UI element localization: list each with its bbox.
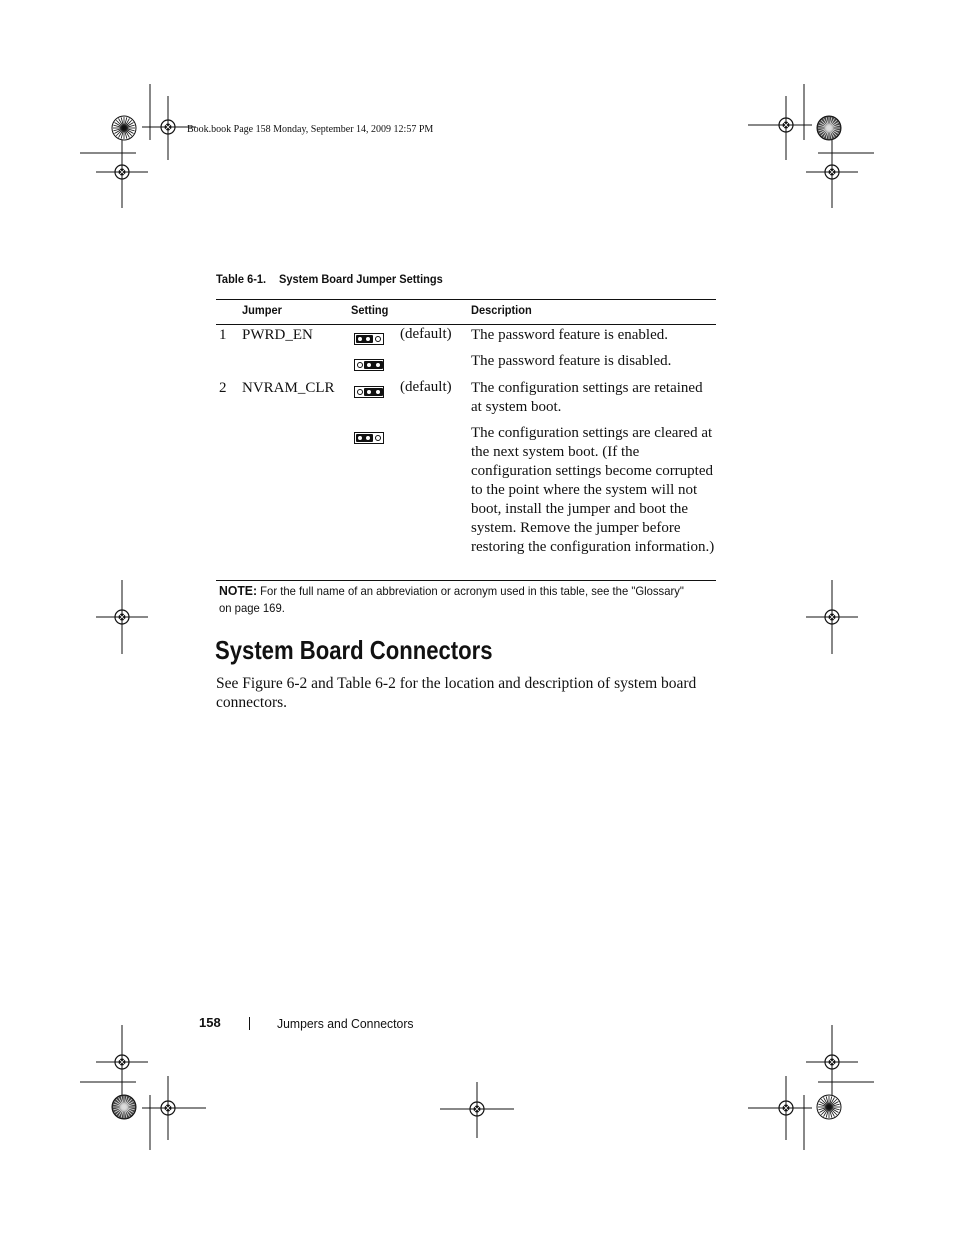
table-header-rule [216,324,716,325]
row-number: 1 [219,327,227,343]
setting-description: The configuration settings are cleared at the next system boot. (If the configuration settings become corrupted to the point where the system will not boot, install the jumper and boot the system. Remove the jumper before restoring the configuration information.) [471,425,715,555]
section-heading: System Board Connectors [215,635,493,665]
table-title: System Board Jumper Settings [278,272,443,286]
table-note [219,582,689,617]
setting-default-label: (default) [400,379,452,395]
jumper-pins-1-2-icon [354,432,384,444]
footer-divider [249,1017,250,1030]
table-bottom-rule [216,580,716,581]
jumper-pins-1-2-icon [354,333,384,345]
setting-description: The configuration settings are retained at system boot. [471,380,703,415]
table-top-rule [216,299,716,300]
jumper-pins-2-3-icon [354,359,384,371]
jumper-pins-2-3-icon [354,386,384,398]
print-header: Book.book Page 158 Monday, September 14, 2009 12:57 PM [187,124,434,135]
jumper-name: NVRAM_CLR [242,380,335,396]
column-header-description: Description [471,303,532,317]
table-caption [216,272,443,286]
row-number: 2 [219,380,227,396]
setting-description: The password feature is enabled. [471,327,669,343]
section-body: See Figure 6-2 and Table 6-2 for the location and description of system board connectors. [216,675,697,711]
setting-default-label: (default) [400,326,452,342]
page-number: 158 [199,1015,221,1030]
setting-description: The password feature is disabled. [471,353,672,369]
table-label: Table 6-1. [216,272,267,286]
running-footer: Jumpers and Connectors [277,1016,414,1031]
note-label: NOTE: [219,583,258,598]
note-text: For the full name of an abbreviation or acronym used in this table, see the "Glossary" on page 169. [219,584,684,615]
jumper-name: PWRD_EN [242,327,313,343]
column-header-jumper: Jumper [242,303,282,317]
column-header-setting: Setting [351,303,389,317]
